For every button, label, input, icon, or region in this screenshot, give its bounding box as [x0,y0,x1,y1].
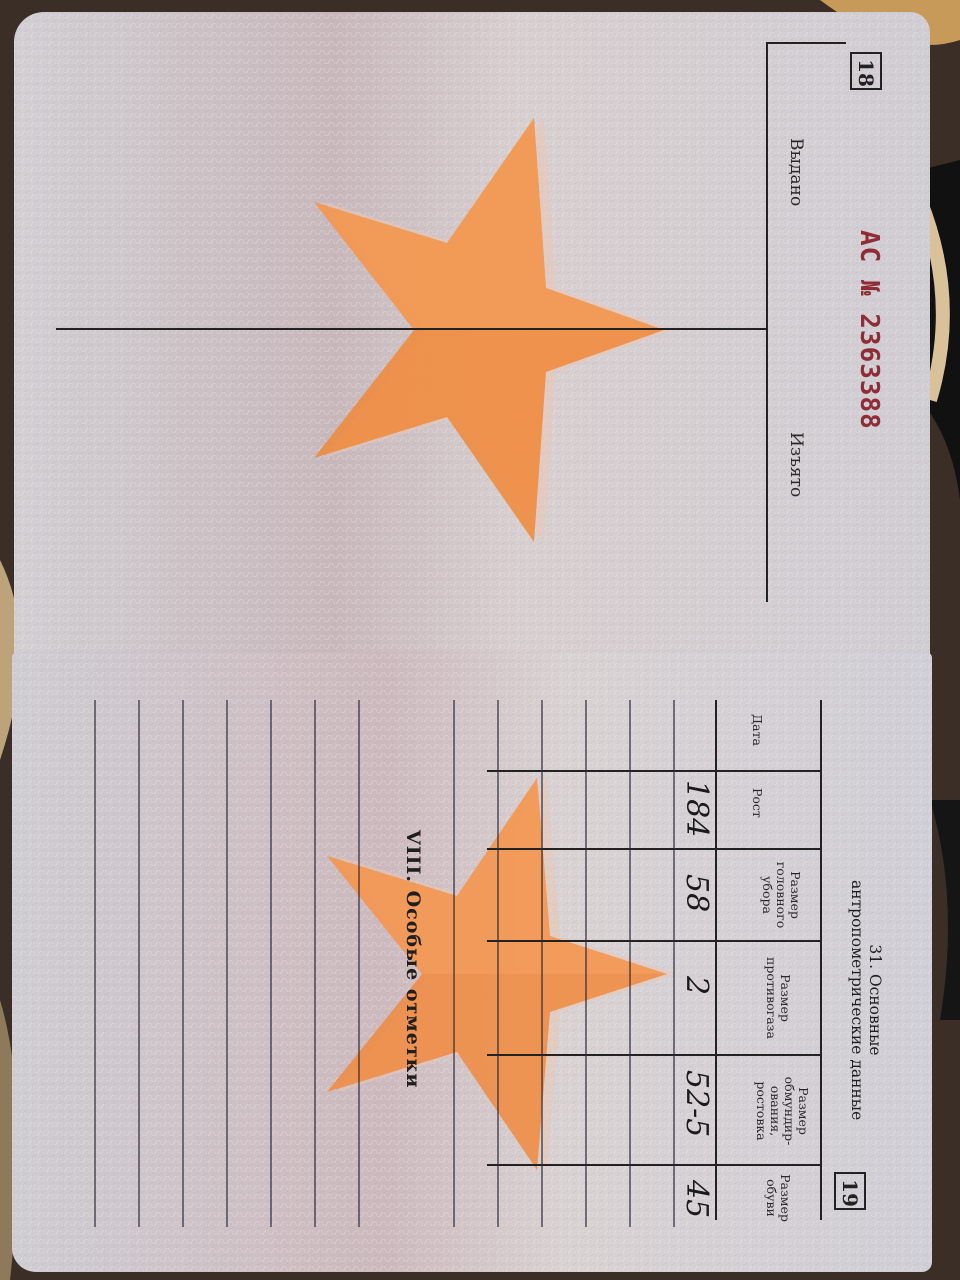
ruled-lines [12,652,932,1272]
header-hat-size: Размер головного убора [760,861,803,929]
header-date: Дата [750,714,765,746]
page-number-19: 19 [834,1172,866,1210]
passport-page-18 [14,12,930,662]
header-height: Рост [750,788,765,818]
frame-line-horizontal [56,328,768,330]
value-height: 184 [679,780,714,838]
frame-line-top [766,42,846,44]
star-watermark [264,102,704,562]
section-title-anthropometric: 31. Основные антропометрические данные [848,880,884,1121]
value-shoe-size: 45 [679,1180,714,1219]
value-gasmask-size: 2 [679,976,714,996]
serial-number: АС № 2363388 [854,230,884,430]
issued-label: Выдано [786,138,806,207]
withdrawn-label: Изъято [786,432,806,498]
header-uniform-size: Размер обмундир- ования, ростовка [754,1076,811,1146]
value-hat-size: 58 [679,874,714,913]
page-number-18: 18 [850,52,882,90]
section-title-special-marks: VIII. Особые отметки [402,830,424,1089]
header-gasmask-size: Размер противогаза [764,957,793,1039]
passport-page-19 [12,652,932,1272]
header-shoe-size: Размер обуви [764,1174,793,1222]
value-uniform-size: 52-5 [679,1070,714,1138]
frame-line-vertical [766,42,768,602]
